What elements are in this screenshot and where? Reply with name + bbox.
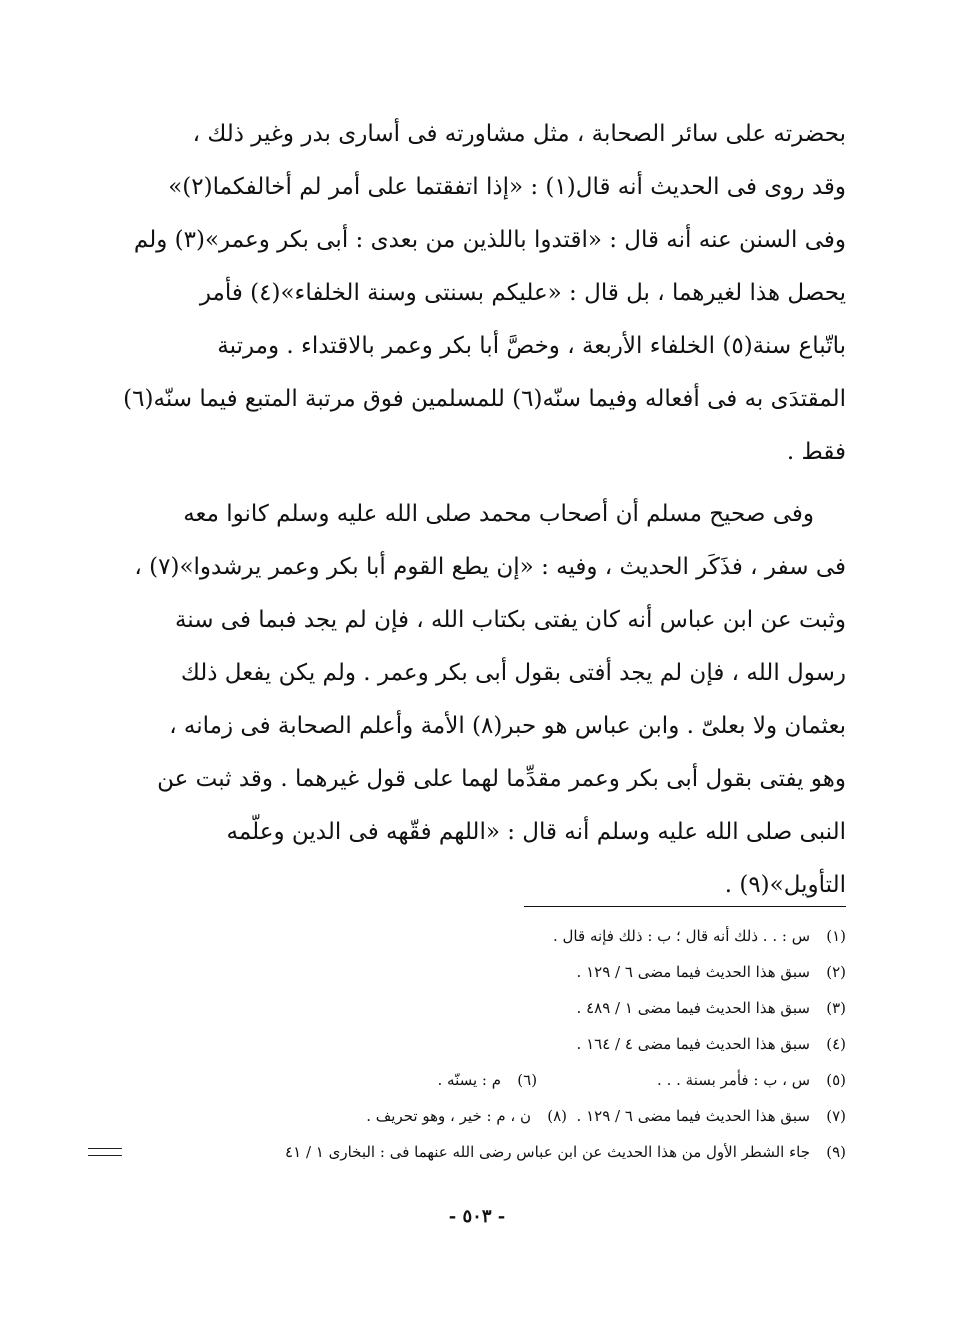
footnote (126, 1098, 846, 1134)
footnote-number: (٣) (826, 999, 846, 1017)
footnote-divider (524, 906, 846, 907)
text-line: يحصل هذا لغيرهما ، بل قال : «عليكم بسنتى وسنة الخلفاء»(٤) فأمر (199, 280, 846, 306)
footnote (126, 918, 846, 954)
footnote-number: (٥) (826, 1071, 846, 1089)
footnote (126, 1026, 846, 1062)
text-line: وفى السنن عنه أنه قال : «اقتدوا باللذين من بعدى : أبى بكر وعمر»(٣) ولم (133, 227, 846, 253)
main-paragraph-2 (134, 488, 846, 912)
footnote-text: ن ، م : خير ، وهو تحريف . (366, 1107, 531, 1125)
footnote-text: م : يسنّه . (437, 1071, 502, 1089)
footnote-number: (١) (826, 927, 846, 945)
footnote-text: سبق هذا الحديث فيما مضى ١ / ٤٨٩ . (576, 999, 810, 1017)
footnote-number: (٨) (547, 1107, 567, 1125)
page-number: - ٥٠٣ - (448, 1206, 506, 1227)
text-line: التأويل»(٩) . (724, 872, 846, 898)
footnote-text: جاء الشطر الأول من هذا الحديث عن ابن عباس رضى الله عنهما فى : البخارى ١ / ٤١ (285, 1143, 810, 1161)
text-line: رسول الله ، فإن لم يجد أفتى بقول أبى بكر وعمر . ولم يكن يفعل ذلك (180, 660, 846, 686)
footnote (126, 954, 846, 990)
text-line: باتّباع سنة(٥) الخلفاء الأربعة ، وخصَّ أبا بكر وعمر بالاقتداء . ومرتبة (217, 333, 846, 359)
footnote-number: (٤) (826, 1035, 846, 1053)
footnote-number: (٢) (826, 963, 846, 981)
text-line: وقد روى فى الحديث أنه قال(١) : «إذا اتفقتما على أمر لم أخالفكما(٢)» (168, 174, 846, 200)
footnote (126, 1062, 846, 1098)
footnote-text: سبق هذا الحديث فيما مضى ٤ / ١٦٤ . (576, 1035, 810, 1053)
text-line: المقتدَى به فى أفعاله وفيما سنّه(٦) للمسلمين فوق مرتبة المتبع فيما سنّه(٦) (123, 386, 846, 412)
text-line: بعثمان ولا بعلىّ . وابن عباس هو حبر(٨) الأمة وأعلم الصحابة فى زمانه ، (169, 713, 846, 739)
footnote-text: س ، ب : فأمر بسنة . . . (657, 1071, 810, 1089)
text-line: وفى صحيح مسلم أن أصحاب محمد صلى الله عليه وسلم كانوا معه (183, 501, 814, 527)
text-line: بحضرته على سائر الصحابة ، مثل مشاورته فى أسارى بدر وغير ذلك ، (192, 121, 846, 147)
footnote (126, 1134, 846, 1170)
text-line: فقط . (786, 439, 846, 465)
footnotes (126, 918, 846, 1170)
footnote-text: سبق هذا الحديث فيما مضى ٦ / ١٢٩ . (576, 963, 810, 981)
footnote-number: (٧) (826, 1107, 846, 1125)
text-line: النبى صلى الله عليه وسلم أنه قال : «اللهم فقّهه فى الدين وعلّمه (226, 819, 846, 845)
footnote-number: (٦) (517, 1071, 538, 1089)
text-line: وهو يفتى بقول أبى بكر وعمر مقدِّما لهما على قول غيرهما . وقد ثبت عن (157, 766, 846, 792)
footnote-number: (٩) (826, 1143, 846, 1161)
footnote-text: سبق هذا الحديث فيما مضى ٦ / ١٢٩ . (576, 1107, 810, 1125)
main-paragraph-1 (123, 108, 846, 479)
text-line: وثبت عن ابن عباس أنه كان يفتى بكتاب الله ، فإن لم يجد فبما فى سنة (174, 607, 846, 633)
continuation-mark (88, 1148, 122, 1156)
text-line: فى سفر ، فذَكَر الحديث ، وفيه : «إن يطع القوم أبا بكر وعمر يرشدوا»(٧) ، (134, 554, 846, 580)
footnote (126, 990, 846, 1026)
footnote-text: س : . . ذلك أنه قال ؛ ب : ذلك فإنه قال . (553, 927, 810, 945)
